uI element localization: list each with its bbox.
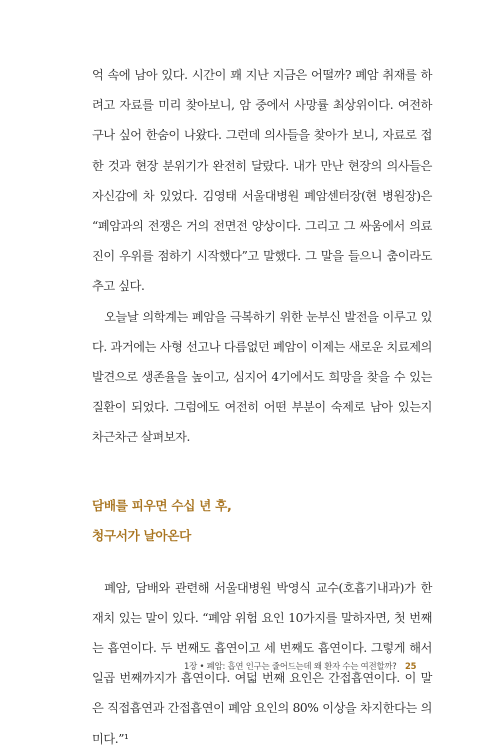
page-footer — [184, 660, 438, 672]
paragraph-1: 억 속에 남아 있다. 시간이 꽤 지난 지금은 어떨까? 폐암 취재를 하려고 자료를 미리 찾아보니, 암 중에서 사망률 최상위이다. 여전하구나 싶어 한숨이 나왔다. 그런데 의사들을 찾아가 보니, 자료로 접한 것과 현장 분위기가 완전히 달랐다. 내가 만난 현장의 의사들은 자신감에 차 있었다. 김영태 서울대병원 폐암센터장(현 병원장)은 “폐암과의 전쟁은 거의 전면전 양상이다. 그리고 그 싸움에서 의료진이 우위를 점하기 시작했다”고 말했다. 그 말을 들으니 춤이라도 추고 싶다. — [92, 68, 432, 294]
section-heading-line-1: 담배를 피우면 수십 년 후, — [92, 497, 232, 513]
page-body — [92, 60, 432, 754]
running-title: 1장 • 폐암: 흡연 인구는 줄어드는데 왜 환자 수는 여전할까? — [184, 661, 397, 671]
paragraph-3: 폐암, 담배와 관련해 서울대병원 박영식 교수(호흡기내과)가 한 재치 있는 말이 있다. “폐암 위험 요인 10가지를 말하자면, 첫 번째는 흡연이다. 두 번째도 흡연이고 세 번째도 흡연이다. 그렇게 해서 일곱 번째까지가 흡연이다. 여덟 번째 요인은 간접흡연이다. 이 말은 직접흡연과 간접흡연이 폐암 요인의 80% 이상을 차지한다는 의미다.”¹ — [92, 580, 432, 746]
paragraph-2: 오늘날 의학계는 폐암을 극복하기 위한 눈부신 발전을 이루고 있다. 과거에는 사형 선고나 다름없던 폐암이 이제는 새로운 치료제의 발견으로 생존율을 높이고, 심지어 4기에서도 희망을 찾을 수 있는 질환이 되었다. 그럼에도 여전히 어떤 부분이 숙제로 남아 있는지 차근차근 살펴보자. — [92, 309, 432, 445]
body-text — [92, 60, 432, 453]
page-number: 25 — [404, 661, 417, 671]
section-heading-line-2: 청구서가 날아온다 — [92, 527, 192, 543]
section-heading — [92, 491, 432, 551]
